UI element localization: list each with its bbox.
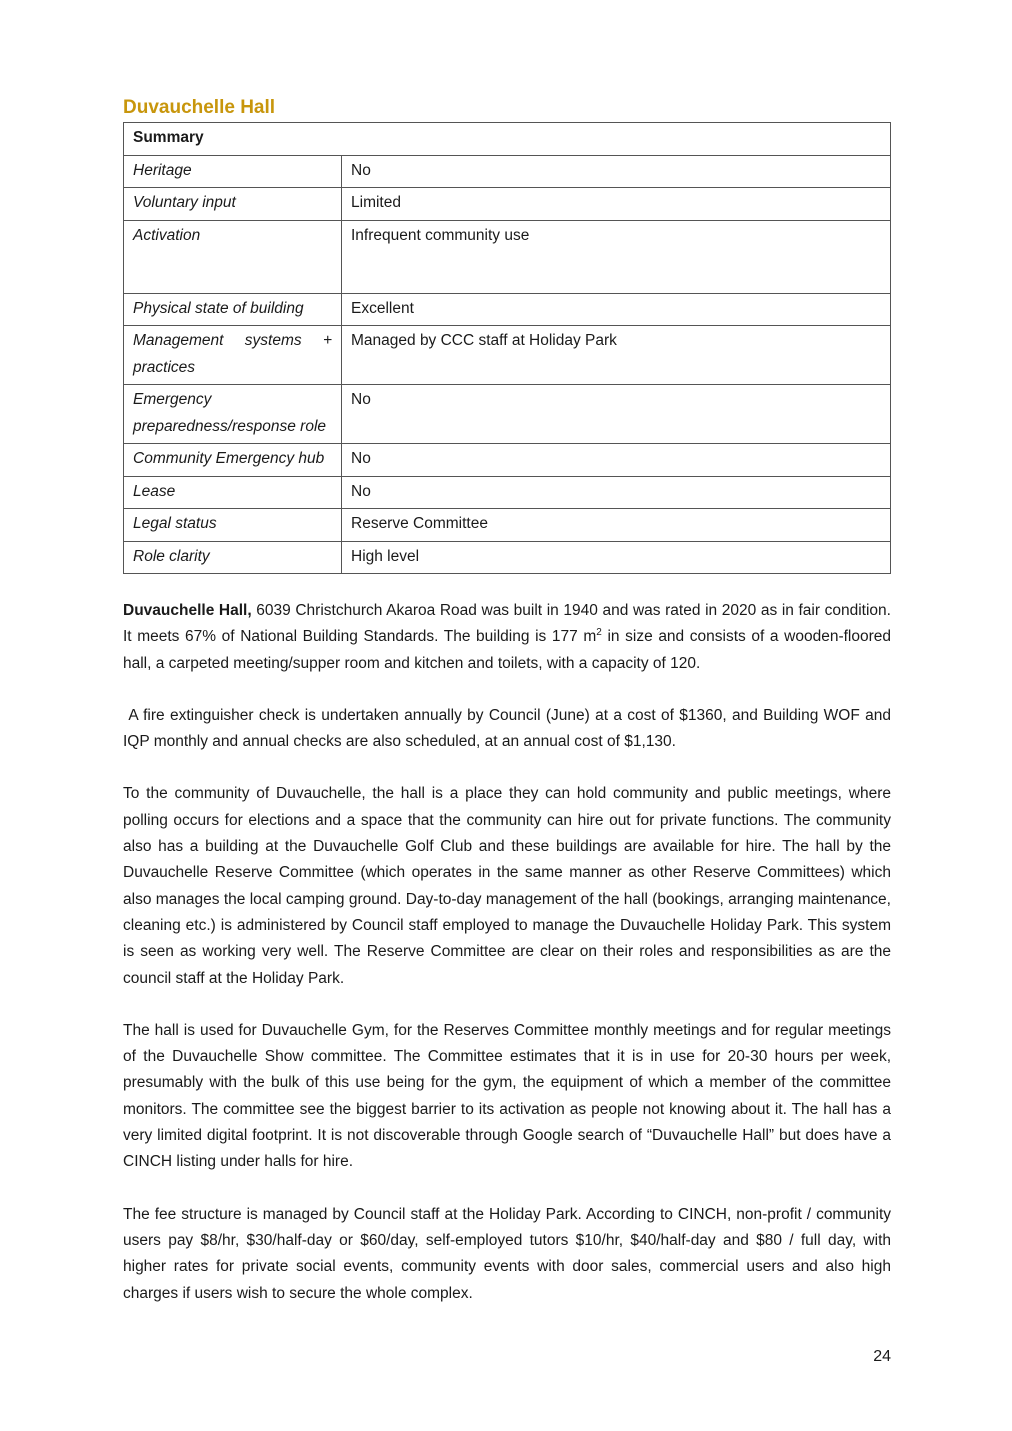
table-row (124, 541, 891, 574)
row-label-heritage: Heritage (124, 155, 342, 188)
summary-header-row (124, 123, 891, 156)
square-superscript: 2 (596, 627, 602, 639)
row-label-activation: Activation (124, 220, 342, 293)
row-value-management-systems: Managed by CCC staff at Holiday Park (342, 326, 891, 385)
row-value-activation: Infrequent community use (342, 220, 891, 293)
row-label-lease: Lease (124, 476, 342, 509)
row-value-voluntary-input: Limited (342, 188, 891, 221)
row-label-community-emergency-hub: Community Emergency hub (124, 444, 342, 477)
document-page (123, 96, 896, 1307)
row-value-legal-status: Reserve Committee (342, 509, 891, 542)
summary-table (123, 122, 891, 574)
paragraph-intro (123, 598, 891, 677)
page-number: 24 (873, 1348, 891, 1365)
paragraph-community-role: To the community of Duvauchelle, the hall is a place they can hold community and public meetings, where polling occurs for elections and a space that the community can hire out for private functions. The community also has a building at the Duvauchelle Golf Club and these buildings are available for hire. The hall by the Duvauchelle Reserve Committee (which operates in the same manner as other Reserve Committees) which also manages the local camping ground. Day-to-day management of the hall (bookings, arranging maintenance, cleaning etc.) is administered by Council staff employed to manage the Duvauchelle Holiday Park. This system is seen as working very well. The Reserve Committee are clear on their roles and responsibilities as are the council staff at the Holiday Park. (123, 785, 891, 987)
table-row (124, 444, 891, 477)
table-row (124, 220, 891, 293)
table-row (124, 326, 891, 385)
row-label-management-systems: Management systems + practices (124, 326, 342, 385)
row-label-legal-status: Legal status (124, 509, 342, 542)
row-label-voluntary-input: Voluntary input (124, 188, 342, 221)
paragraph-intro-text-a: 6039 Christchurch Akaroa Road was built in 1940 and was rated in 2020 as in fair condition. It meets 67% of National Building Standards. The building is 177 m (123, 602, 891, 646)
table-row (124, 155, 891, 188)
table-row (124, 188, 891, 221)
row-label-role-clarity: Role clarity (124, 541, 342, 574)
row-value-community-emergency-hub: No (342, 444, 891, 477)
summary-header: Summary (124, 123, 891, 156)
row-value-physical-state: Excellent (342, 293, 891, 326)
paragraph-fire-check: A fire extinguisher check is undertaken annually by Council (June) at a cost of $1360, and Building WOF and IQP monthly and annual checks are also scheduled, at an annual cost of $1,130. (123, 706, 896, 751)
paragraph-fee-structure: The fee structure is managed by Council staff at the Holiday Park. According to CINCH, non-profit / community users pay $8/hr, $30/half-day or $60/day, self-employed tutors $10/hr, $40/half-day and $80 / full day, with higher rates for private social events, community events with door sales, commercial users and also high charges if users wish to secure the whole complex. (123, 1205, 891, 1302)
row-value-lease: No (342, 476, 891, 509)
hall-name-bold: Duvauchelle Hall, (123, 602, 252, 619)
table-row (124, 509, 891, 542)
row-value-emergency-preparedness: No (342, 385, 891, 444)
section-heading: Duvauchelle Hall (123, 97, 276, 118)
row-value-role-clarity: High level (342, 541, 891, 574)
paragraph-intro-text-b: in size and consists of a wooden-floored hall, a carpeted meeting/supper room and kitchen and toilets, with a capacity of 120. (123, 628, 892, 672)
row-label-emergency-preparedness: Emergency preparedness/response role (124, 385, 342, 444)
table-row (124, 385, 891, 444)
row-value-heritage: No (342, 155, 891, 188)
table-row (124, 476, 891, 509)
table-row (124, 293, 891, 326)
row-label-physical-state: Physical state of building (124, 293, 342, 326)
paragraph-hall-usage: The hall is used for Duvauchelle Gym, for the Reserves Committee monthly meetings and for regular meetings of the Duvauchelle Show committee. The Committee estimates that it is in use for 20-30 hours per week, presumably with the bulk of this use being for the gym, the equipment of which a member of the committee monitors. The committee see the biggest barrier to its activation as people not knowing about it. The hall has a very limited digital footprint. It is not discoverable through Google search of “Duvauchelle Hall” but does have a CINCH listing under halls for hire. (123, 1021, 891, 1171)
